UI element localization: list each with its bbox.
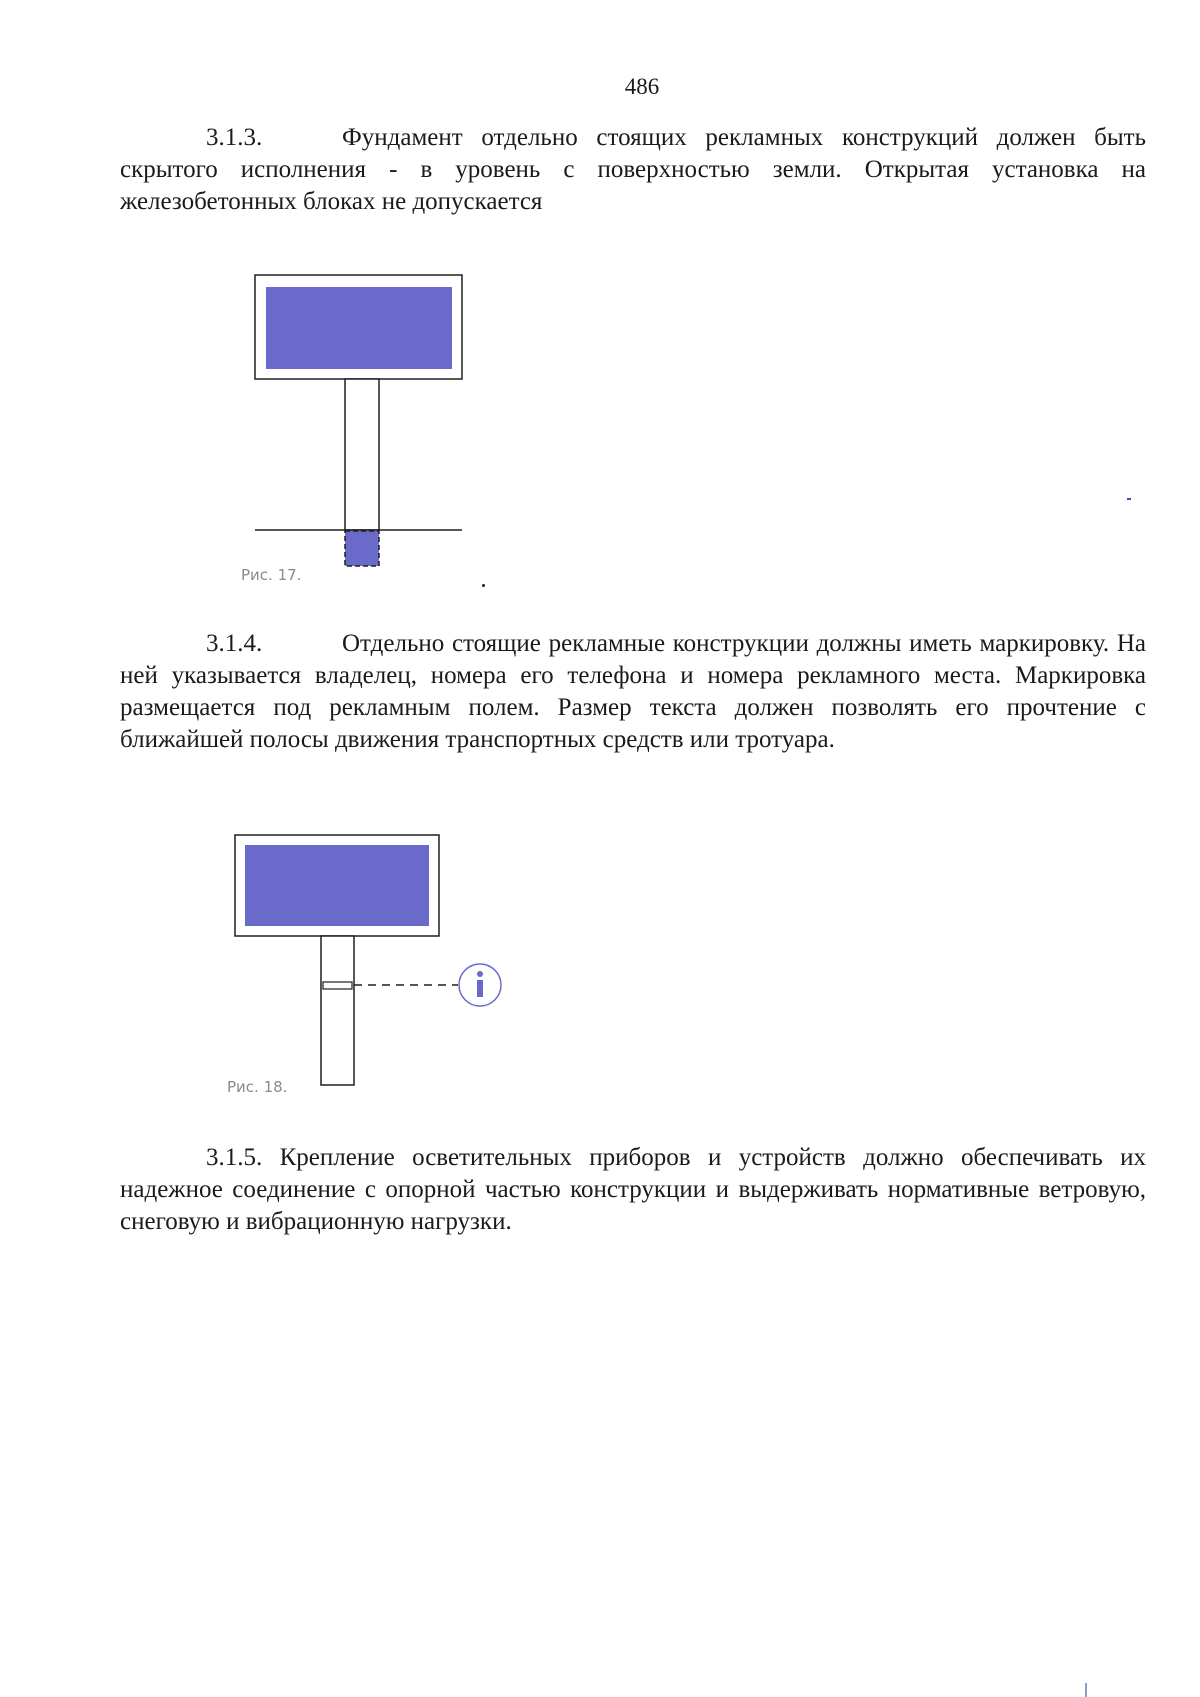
section-text: Фундамент отдельно стоящих рекламных конструкций должен быть скрытого исполнения - в уровень с поверхностью земли. Открытая установка на железобетонных блоках не допускается <box>120 124 1146 215</box>
figure-17 <box>230 270 470 570</box>
section-number: 3.1.3. <box>206 124 263 151</box>
page-number: 486 <box>624 74 660 99</box>
section-3-1-3 <box>120 122 1146 218</box>
section-text: Крепление осветительных приборов и устройств должно обеспечивать их надежное соединение с опорной частью конструкции и выдерживать нормативные ветровую, снеговую и вибрационную нагрузки. <box>120 1144 1146 1235</box>
advertising-panel <box>245 845 429 926</box>
stray-mark <box>1127 498 1131 500</box>
section-number: 3.1.4. <box>206 630 263 657</box>
billboard-foundation-diagram <box>230 270 470 570</box>
info-icon <box>459 964 501 1006</box>
scan-edge-mark <box>1085 1683 1087 1697</box>
section-3-1-4 <box>120 628 1146 756</box>
support-pole <box>321 936 354 1085</box>
section-3-1-5 <box>120 1142 1146 1238</box>
figure-18-caption: Рис. 18. <box>227 1078 288 1096</box>
figure-18 <box>230 830 510 1090</box>
section-text: Отдельно стоящие рекламные конструкции должны иметь маркировку. На ней указывается владелец, номера его телефона и номера рекламного места. Маркировка размещается под рекламным полем. Размер текста должен позволять его прочтение с ближайшей полосы движения транспортных средств или тротуара. <box>120 630 1146 753</box>
billboard-marking-diagram <box>230 830 510 1090</box>
support-pole <box>345 379 379 530</box>
marking-plate <box>323 982 352 989</box>
figure-17-caption: Рис. 17. <box>241 566 302 584</box>
foundation-block <box>345 531 379 566</box>
advertising-panel <box>266 287 452 369</box>
section-number: 3.1.5. <box>206 1144 263 1171</box>
stray-dot <box>482 584 485 587</box>
